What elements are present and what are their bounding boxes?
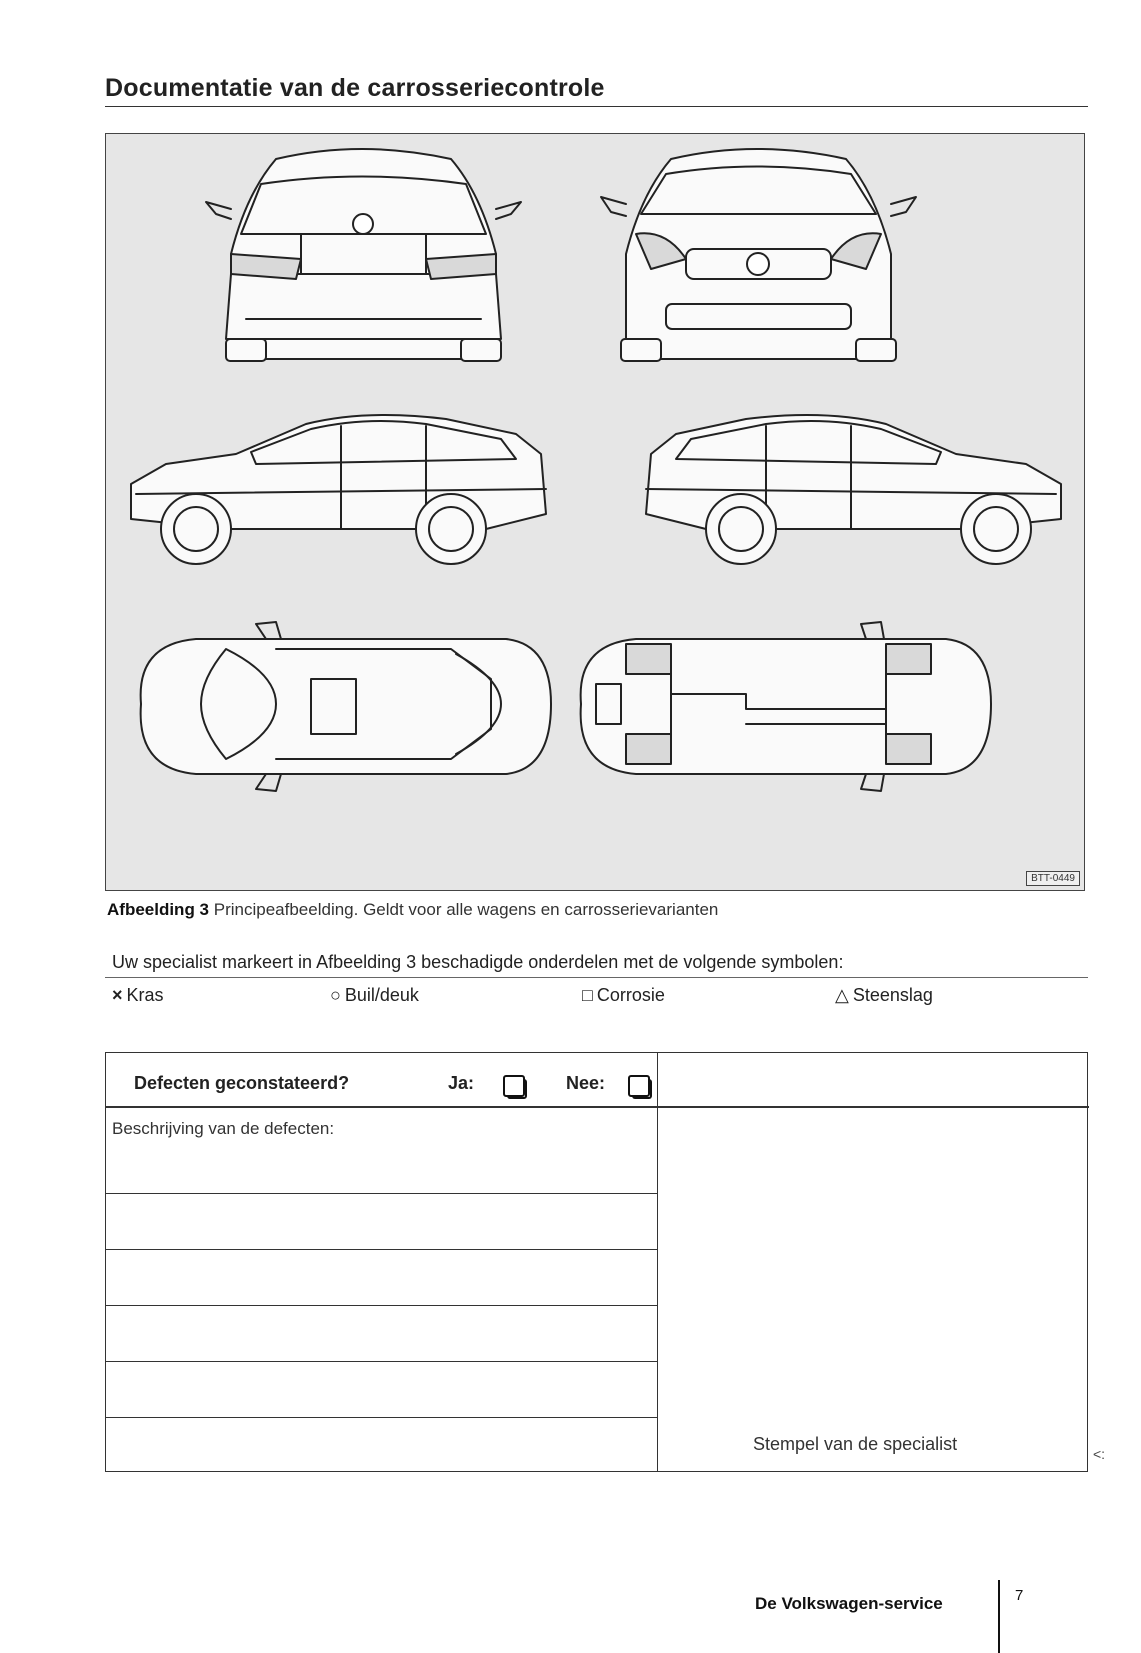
square-symbol-icon: □ — [582, 985, 593, 1005]
car-top-view — [141, 622, 551, 791]
footer-section: De Volkswagen-service — [755, 1594, 943, 1613]
defects-form — [105, 1052, 1088, 1472]
description-line[interactable] — [106, 1249, 657, 1250]
no-label: Nee: — [566, 1073, 606, 1093]
circle-symbol-icon: ○ — [330, 985, 341, 1005]
legend-label: Kras — [126, 985, 164, 1005]
description-label: Beschrijving van de defecten: — [112, 1119, 335, 1138]
footer-divider — [998, 1580, 1000, 1653]
legend-item-corrosie — [582, 985, 665, 1006]
legend-item-buil — [330, 985, 419, 1006]
yes-label: Ja: — [448, 1073, 475, 1093]
legend-label: Steenslag — [852, 985, 933, 1005]
legend-intro: Uw specialist markeert in Afbeelding 3 beschadigde onderdelen met de volgende symbolen: — [112, 952, 844, 972]
figure-code: BTT-0449 — [1026, 871, 1080, 886]
no-checkbox[interactable] — [628, 1075, 650, 1097]
defects-question: Defecten geconstateerd? — [134, 1073, 350, 1093]
description-line[interactable] — [106, 1193, 657, 1194]
description-line[interactable] — [106, 1305, 657, 1306]
side-mark: <: — [1093, 1446, 1106, 1462]
form-column-divider — [657, 1053, 658, 1471]
description-line[interactable] — [106, 1417, 657, 1418]
yes-checkbox[interactable] — [503, 1075, 525, 1097]
figure-caption-label: Afbeelding 3 — [107, 900, 210, 919]
page-number: 7 — [1015, 1587, 1024, 1604]
legend-item-steenslag — [835, 985, 933, 1006]
figure-caption — [107, 900, 718, 920]
triangle-symbol-icon: △ — [835, 985, 849, 1005]
stamp-label: Stempel van de specialist — [753, 1434, 958, 1454]
car-rear-view — [206, 149, 521, 361]
title-divider — [105, 106, 1088, 107]
legend-item-kras — [112, 985, 164, 1006]
legend-divider — [105, 977, 1088, 978]
form-header-divider — [106, 1106, 1089, 1108]
legend-label: Corrosie — [596, 985, 665, 1005]
scratch-symbol-icon: × — [112, 985, 123, 1005]
car-side-view-left — [131, 415, 546, 564]
car-underbody-view — [581, 622, 991, 791]
car-views-drawing — [106, 134, 1085, 891]
car-diagram-figure — [105, 133, 1085, 891]
figure-caption-text: Principeafbeelding. Geldt voor alle wagens en carrosserievarianten — [213, 900, 719, 919]
legend-label: Buil/deuk — [344, 985, 419, 1005]
car-front-view — [601, 149, 916, 361]
description-line[interactable] — [106, 1361, 657, 1362]
page-title: Documentatie van de carrosseriecontrole — [105, 74, 605, 102]
car-side-view-right — [646, 415, 1061, 564]
